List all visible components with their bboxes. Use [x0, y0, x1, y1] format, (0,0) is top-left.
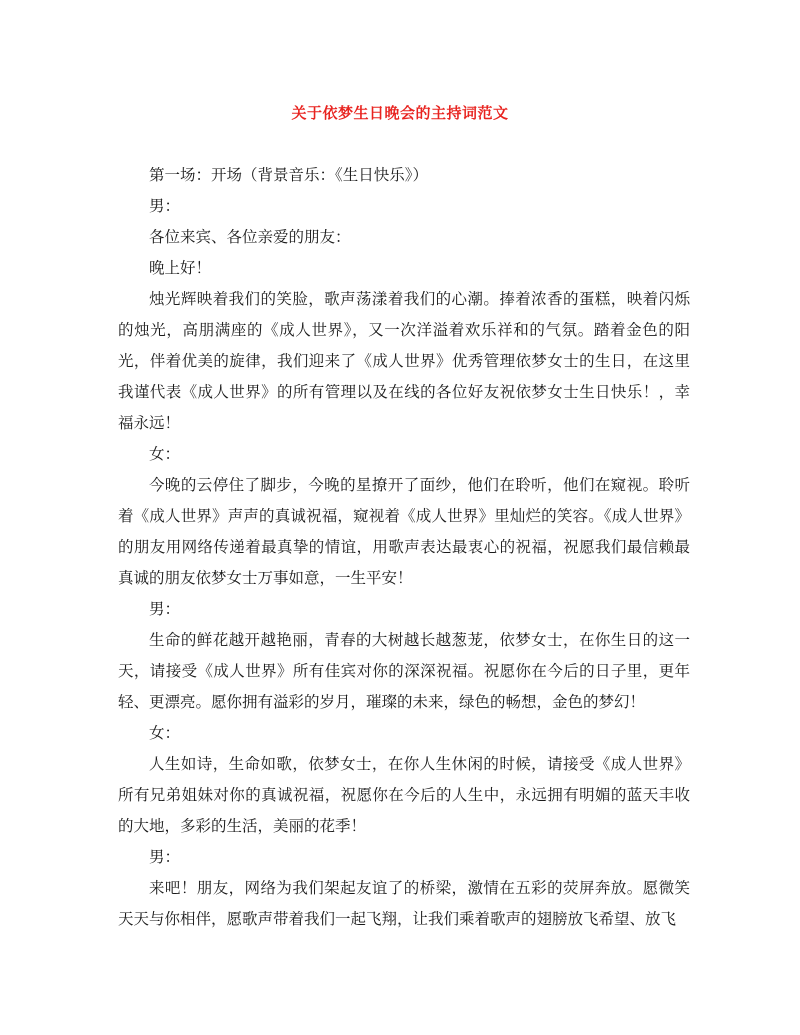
paragraph-speaker-female: 女：	[149, 724, 181, 742]
paragraph-greeting: 各位来宾、各位亲爱的朋友：	[149, 228, 351, 246]
paragraph-speaker-male: 男：	[149, 600, 181, 618]
paragraph-scene-heading: 第一场：开场（背景音乐：《生日快乐》）	[149, 166, 429, 184]
paragraph-speech: 烛光辉映着我们的笑脸，歌声荡漾着我们的心潮。捧着浓香的蛋糕，映着闪烁的烛光，高朋满座的《成人世界》，又一次洋溢着欢乐祥和的气氛。踏着金色的阳光，伴着优美的旋律，我们迎来了《成人世界》优秀管理依梦女士的生日，在这里我谨代表《成人世界》的所有管理以及在线的各位好友祝依梦女士生日快乐！，幸福永远！	[118, 290, 690, 432]
paragraph-speech: 来吧！朋友，网络为我们架起友谊了的桥梁，激情在五彩的荧屏奔放。愿微笑天天与你相伴，愿歌声带着我们一起飞翔，让我们乘着歌声的翅膀放飞希望、放飞	[118, 879, 690, 928]
paragraph-speech: 生命的鲜花越开越艳丽，青春的大树越长越葱茏，依梦女士，在你生日的这一天，请接受《成人世界》所有佳宾对你的深深祝福。祝愿你在今后的日子里，更年轻、更漂亮。愿你拥有溢彩的岁月，璀璨的未来，绿色的畅想，金色的梦幻！	[118, 631, 690, 711]
paragraph-speech: 人生如诗，生命如歌，依梦女士，在你人生休闲的时候，请接受《成人世界》所有兄弟姐妹对你的真诚祝福，祝愿你在今后的人生中，永远拥有明媚的蓝天丰收的大地，多彩的生活，美丽的花季！	[118, 755, 690, 835]
document-body	[118, 160, 690, 935]
paragraph-speaker-male: 男：	[149, 848, 181, 866]
document-title: 关于依梦生日晚会的主持词范文	[291, 104, 509, 122]
paragraph-speaker-female: 女：	[149, 445, 181, 463]
paragraph-speech: 今晚的云停住了脚步，今晚的星撩开了面纱，他们在聆听，他们在窥视。聆听着《成人世界》声声的真诚祝福，窥视着《成人世界》里灿烂的笑容。《成人世界》的朋友用网络传递着最真挚的情谊，用歌声表达最衷心的祝福，祝愿我们最信赖最真诚的朋友依梦女士万事如意，一生平安！	[118, 476, 690, 587]
paragraph-speaker-male: 男：	[149, 197, 181, 215]
paragraph-good-evening: 晚上好！	[149, 259, 212, 277]
